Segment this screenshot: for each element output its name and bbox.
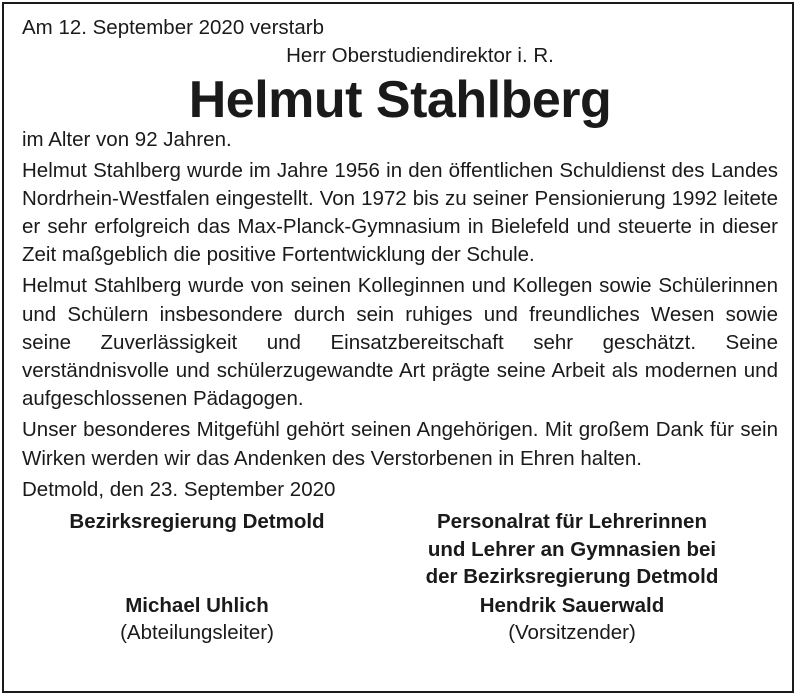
signature-right-person: Hendrik Sauerwald xyxy=(479,594,665,618)
signature-right-org-line-2: und Lehrer an Gymnasien bei xyxy=(427,537,717,561)
obituary-notice xyxy=(22,14,778,644)
intro-text: Am 12. September 2020 verstarb xyxy=(22,16,324,39)
age-text: im Alter von 92 Jahren. xyxy=(22,128,232,152)
signature-right-role: (Vorsitzender) xyxy=(508,621,636,645)
paragraph-character: Helmut Stahlberg wurde von seinen Kolleginnen und Kollegen sowie Schülerinnen und Schülern insbesondere durch sein ruhiges und freundliches Wesen sowie seine Zuverlässigkeit und Einsatzbereitschaft sehr geschätzt. Seine verständnisvolle und schülerzugewandte Art prägte seine Arbeit als modernen und aufgeschlossenen Pädagogen. xyxy=(22,274,778,411)
paragraph-career: Helmut Stahlberg wurde im Jahre 1956 in den öffentlichen Schuldienst des Landes Nordrhein-Westfalen eingestellt. Von 1972 bis zu seiner Pensionierung 1992 leitete er sehr erfolgreich das Max-Planck-Gymnasium in Bielefeld und steuerte in dieser Zeit maßgeblich die positive Fortentwicklung der Schule. xyxy=(22,158,778,267)
signature-left-person: Michael Uhlich xyxy=(125,594,269,618)
signature-block xyxy=(22,508,778,644)
deceased-name: Helmut Stahlberg xyxy=(188,71,612,130)
place-date: Detmold, den 23. September 2020 xyxy=(22,477,336,501)
signature-left-org: Bezirksregierung Detmold xyxy=(69,510,325,534)
signature-right-org-line-3: der Bezirksregierung Detmold xyxy=(425,565,719,589)
signature-right-org-line-1: Personalrat für Lehrerinnen xyxy=(437,510,707,534)
signature-left-role: (Abteilungsleiter) xyxy=(120,621,274,645)
signature-left xyxy=(32,508,362,645)
honorific-title: Herr Oberstudiendirektor i. R. xyxy=(286,44,554,68)
signature-right xyxy=(392,508,752,645)
paragraph-condolence: Unser besonderes Mitgefühl gehört seinen Angehörigen. Mit großem Dank für sein Wirken werden wir das Andenken des Verstorbenen in Ehren halten. xyxy=(22,418,778,470)
